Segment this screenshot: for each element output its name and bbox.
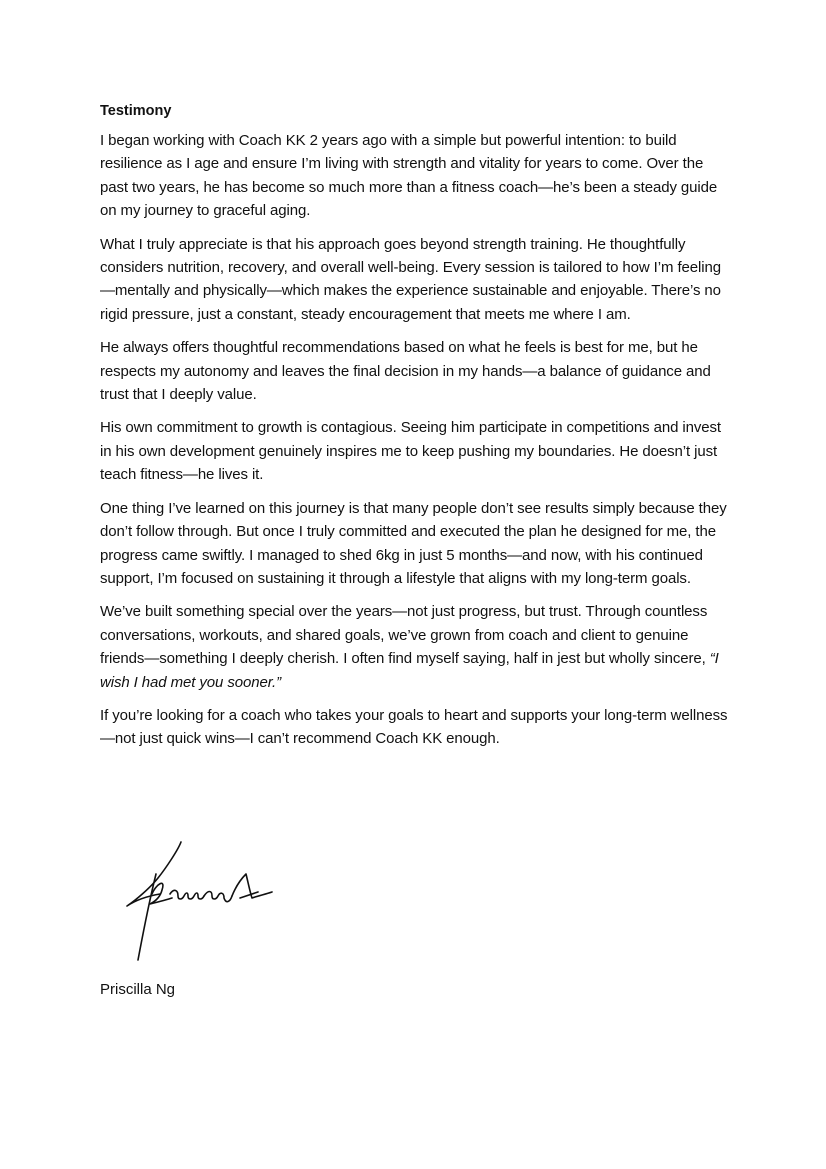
paragraph-6-text: We’ve built something special over the years—not just progress, but trust. Through countless conversations, workouts, and shared goals, we’ve grown from coach and client to genuine friends—something I deeply cherish. I often find myself saying, half in jest but wholly sincere, [100,603,710,668]
closing-paragraph: If you’re looking for a coach who takes your goals to heart and supports your long-term wellness—not just quick wins—I can’t recommend Coach KK enough. [100,706,728,748]
paragraph-6 [100,600,732,694]
document-heading: Testimony [100,103,172,119]
handwritten-signature-icon [122,838,282,968]
paragraph-2: What I truly appreciate is that his approach goes beyond strength training. He thoughtfully considers nutrition, recovery, and overall well-being. Every session is tailored to how I’m feeling—mentally and physically—which makes the experience sustainable and enjoyable. There’s no rigid pressure, just a constant, steady encouragement that meets me where I am. [100,235,721,323]
signer-name: Priscilla Ng [100,981,176,998]
paragraph-6-quote: “I wish I had met you sooner.” [100,650,719,691]
paragraph-3: He always offers thoughtful recommendations based on what he feels is best for me, but he respects my autonomy and leaves the final decision in my hands—a balance of guidance and trust that I deeply value. [100,339,711,404]
document-body [100,101,732,761]
paragraph-5: One thing I’ve learned on this journey is that many people don’t see results simply because they don’t follow through. But once I truly committed and executed the plan he designed for me, the progress came swiftly. I managed to shed 6kg in just 5 months—and now, with his continued support, I’m focused on sustaining it through a lifestyle that aligns with my long-term goals. [100,499,727,587]
paragraph-4: His own commitment to growth is contagious. Seeing him participate in competitions and invest in his own development genuinely inspires me to keep pushing my boundaries. He doesn’t just teach fitness—he lives it. [100,419,722,484]
paragraph-1: I began working with Coach KK 2 years ago with a simple but powerful intention: to build resilience as I age and ensure I’m living with strength and vitality for years to come. Over the past two years, he has become so much more than a fitness coach—he’s been a steady guide on my journey to graceful aging. [100,132,718,220]
